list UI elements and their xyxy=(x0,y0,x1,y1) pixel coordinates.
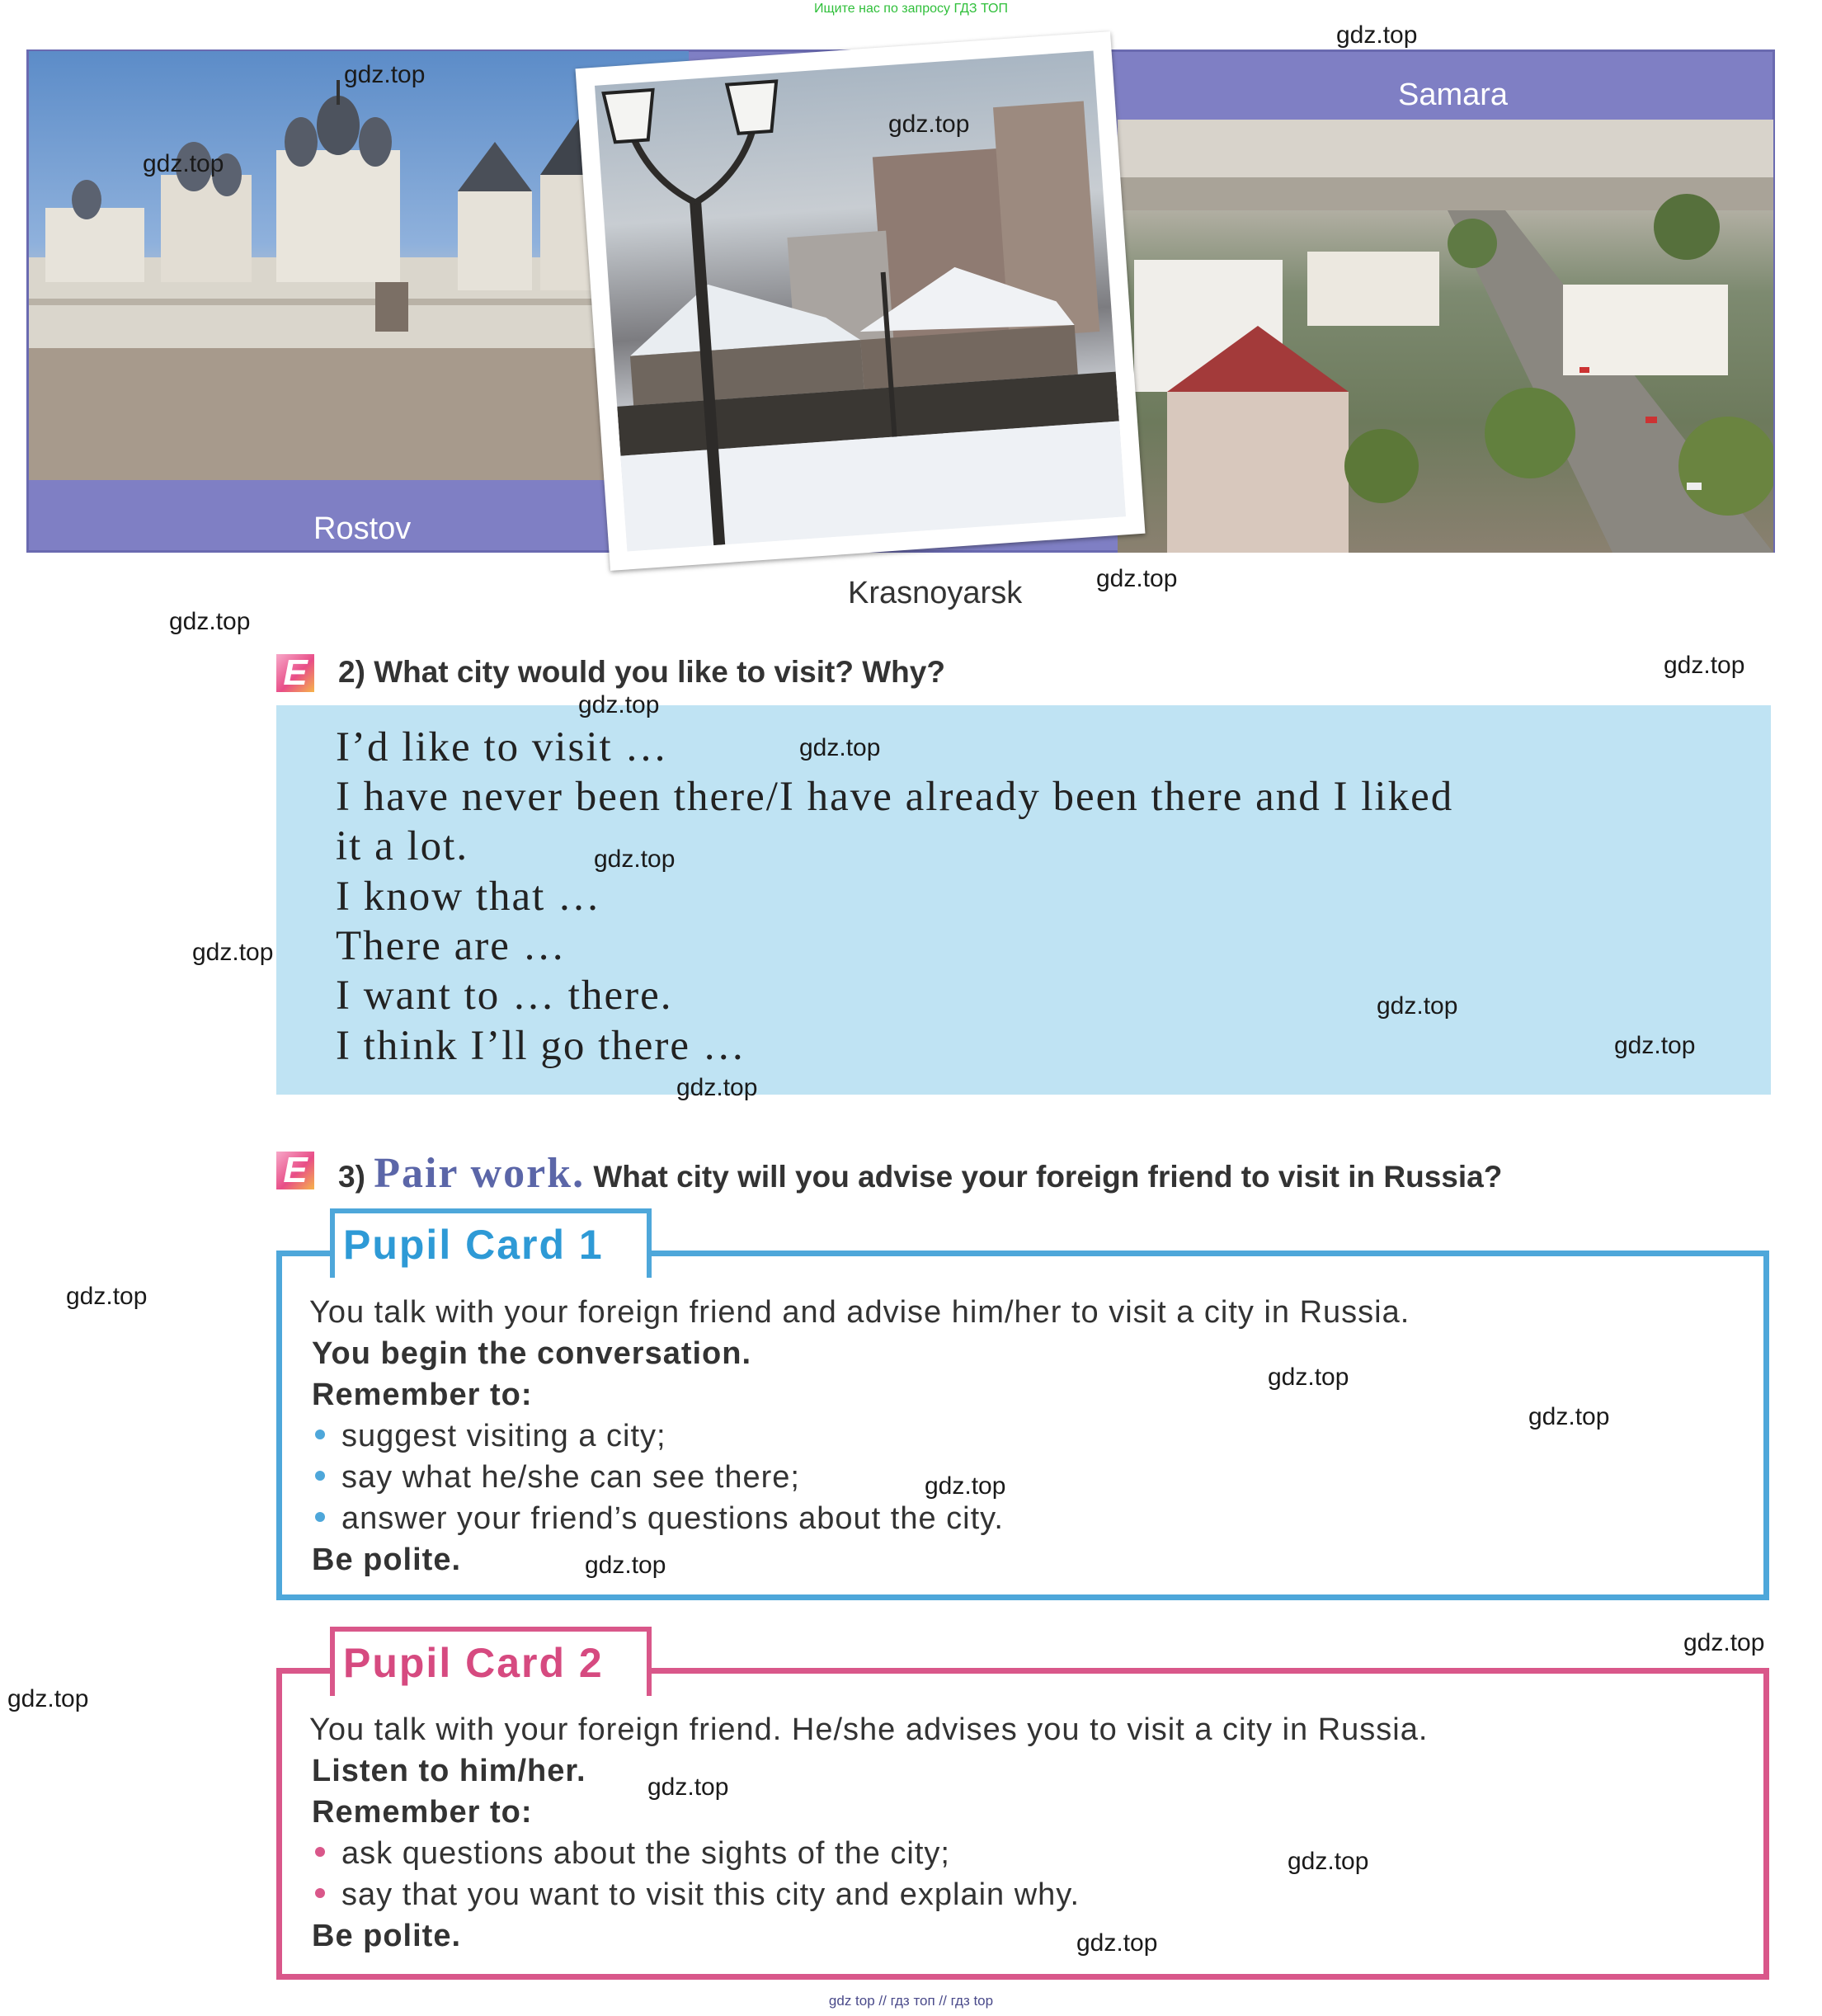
exercise-e-icon: E xyxy=(276,1152,314,1189)
bullet-icon xyxy=(315,1847,325,1857)
phrase-line: it a lot. xyxy=(336,823,469,869)
card-2-bullet: say that you want to visit this city and explain why. xyxy=(315,1877,1080,1913)
card-1-remember: Remember to: xyxy=(312,1378,533,1412)
exercise-2-heading xyxy=(338,655,945,690)
phrase-line: I’d like to visit … xyxy=(336,724,669,770)
card-2-intro: You talk with your foreign friend. He/she advises you to visit a city in Russia. xyxy=(309,1712,1429,1747)
rostov-label: Rostov xyxy=(313,511,412,546)
card-1-bullet: suggest visiting a city; xyxy=(315,1419,666,1454)
phrase-line: I have never been there/I have already been there and I liked xyxy=(336,774,1454,820)
bullet-icon xyxy=(315,1888,325,1898)
watermark: gdz.top xyxy=(1288,1848,1369,1875)
card-1-bullet: say what he/she can see there; xyxy=(315,1460,800,1496)
exercise-2-number: 2) xyxy=(338,655,365,689)
watermark: gdz.top xyxy=(143,150,224,177)
card-1-begin: You begin the conversation. xyxy=(312,1336,752,1371)
watermark: gdz.top xyxy=(676,1074,758,1101)
exercise-3-number: 3) xyxy=(338,1160,365,1194)
phrase-line: I want to … there. xyxy=(336,973,673,1019)
watermark: gdz.top xyxy=(585,1552,666,1579)
watermark: gdz.top xyxy=(888,111,970,138)
watermark: gdz.top xyxy=(1336,21,1418,49)
watermark: gdz.top xyxy=(66,1283,148,1310)
watermark: gdz.top xyxy=(594,845,676,873)
watermark: gdz.top xyxy=(169,608,251,635)
top-notice[interactable]: Ищите нас по запросу ГДЗ ТОП xyxy=(814,2,1008,16)
samara-city-illustration xyxy=(1118,120,1773,553)
bullet-icon xyxy=(315,1471,325,1481)
watermark: gdz.top xyxy=(1614,1032,1696,1059)
footer-links[interactable]: gdz top // гдз топ // гдз top xyxy=(828,1993,994,2009)
watermark: gdz.top xyxy=(192,939,274,966)
exercise-3-question: What city will you advise your foreign friend to visit in Russia? xyxy=(593,1160,1503,1194)
card-2-listen: Listen to him/her. xyxy=(312,1754,586,1788)
watermark: gdz.top xyxy=(1076,1929,1158,1957)
phrase-line: There are … xyxy=(336,923,567,969)
pair-work-title: Pair work. xyxy=(374,1150,586,1197)
pupil-card-2-title: Pupil Card 2 xyxy=(330,1627,652,1696)
samara-label: Samara xyxy=(1398,78,1509,112)
watermark: gdz.top xyxy=(925,1472,1006,1500)
card-1-bullet: answer your friend’s questions about the city. xyxy=(315,1501,1004,1537)
watermark: gdz.top xyxy=(1664,652,1745,679)
watermark: gdz.top xyxy=(344,61,426,88)
krasnoyarsk-label: Krasnoyarsk xyxy=(848,576,1023,610)
exercise-2-question: What city would you like to visit? Why? xyxy=(374,655,945,689)
krasnoyarsk-photo xyxy=(595,51,1126,552)
card-1-intro: You talk with your foreign friend and advise him/her to visit a city in Russia. xyxy=(309,1295,1410,1330)
pupil-card-1-title: Pupil Card 1 xyxy=(330,1208,652,1278)
krasnoyarsk-street-illustration xyxy=(595,51,1126,552)
card-2-polite: Be polite. xyxy=(312,1919,462,1953)
watermark: gdz.top xyxy=(7,1685,89,1712)
watermark: gdz.top xyxy=(647,1773,729,1801)
samara-photo xyxy=(1118,120,1773,553)
card-1-polite: Be polite. xyxy=(312,1543,462,1577)
watermark: gdz.top xyxy=(1096,565,1178,592)
watermark: gdz.top xyxy=(578,691,660,718)
watermark: gdz.top xyxy=(1683,1629,1765,1656)
card-2-bullet: ask questions about the sights of the city; xyxy=(315,1836,950,1872)
krasnoyarsk-photo-frame xyxy=(576,31,1146,571)
watermark: gdz.top xyxy=(1528,1403,1610,1430)
phrase-line: I think I’ll go there … xyxy=(336,1023,746,1069)
watermark: gdz.top xyxy=(799,734,881,761)
bullet-icon xyxy=(315,1430,325,1439)
phrase-box xyxy=(276,705,1771,1095)
bullet-icon xyxy=(315,1512,325,1522)
card-2-remember: Remember to: xyxy=(312,1795,533,1830)
watermark: gdz.top xyxy=(1377,992,1458,1020)
watermark: gdz.top xyxy=(1268,1364,1349,1391)
exercise-3-heading xyxy=(338,1149,1502,1198)
phrase-line: I know that … xyxy=(336,874,602,920)
exercise-e-icon: E xyxy=(276,654,314,692)
